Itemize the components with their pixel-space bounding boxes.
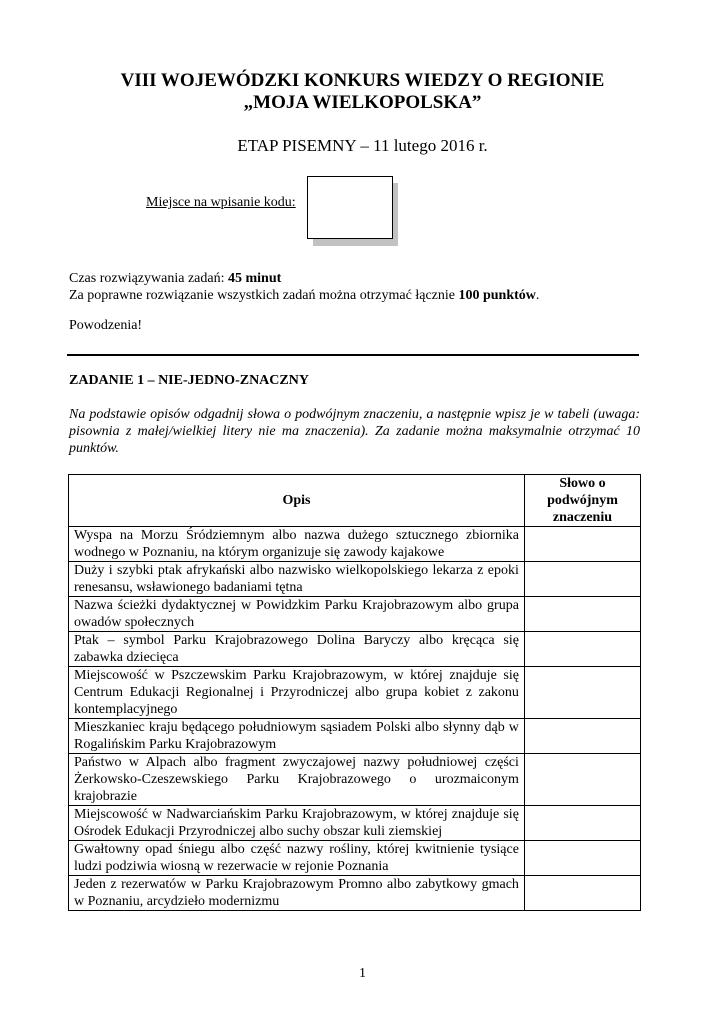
page-number: 1	[359, 966, 366, 981]
table-row	[69, 841, 641, 876]
answer-cell[interactable]	[524, 667, 640, 719]
row-description: Miejscowość w Nadwarciańskim Parku Krajobrazowym, w której znajduje się Ośrodek Edukacji Przyrodniczej albo suchy obszar kuli ziemskiej	[69, 806, 525, 841]
answer-cell[interactable]	[524, 527, 640, 562]
good-luck-text: Powodzenia!	[69, 318, 143, 333]
divider	[67, 354, 639, 356]
table-row	[69, 632, 641, 667]
table-row	[69, 562, 641, 597]
row-description: Jeden z rezerwatów w Parku Krajobrazowym Promno albo zabytkowy gmach w Poznaniu, arcydzieło modernizmu	[69, 876, 525, 911]
row-description: Wyspa na Morzu Śródziemnym albo nazwa dużego sztucznego zbiornika wodnego w Poznaniu, na którym organizuje się zawody kajakowe	[69, 527, 525, 562]
points-info	[69, 287, 539, 304]
row-description: Państwo w Alpach albo fragment zwyczajowej nazwy południowej części Żerkowsko-Czeszewskiego Parku Krajobrazowego o urozmaiconym krajobrazie	[69, 754, 525, 806]
row-description: Mieszkaniec kraju będącego południowym sąsiadem Polski albo słynny dąb w Rogalińskim Parku Krajobrazowym	[69, 719, 525, 754]
title-line-2: „MOJA WIELKOPOLSKA”	[243, 92, 482, 113]
table-row	[69, 806, 641, 841]
answer-cell[interactable]	[524, 562, 640, 597]
answer-cell[interactable]	[524, 806, 640, 841]
code-entry-field[interactable]	[307, 176, 393, 239]
table-row	[69, 754, 641, 806]
time-value: 45 minut	[227, 271, 282, 286]
table-row	[69, 667, 641, 719]
header-word: Słowo o podwójnym znaczeniu	[524, 475, 640, 527]
row-description: Nazwa ścieżki dydaktycznej w Powidzkim Parku Krajobrazowym albo grupa owadów społecznych	[69, 597, 525, 632]
table-row	[69, 876, 641, 911]
table-row	[69, 719, 641, 754]
task-title: ZADANIE 1 – NIE-JEDNO-ZNACZNY	[69, 373, 309, 388]
table-row	[69, 527, 641, 562]
row-description: Ptak – symbol Parku Krajobrazowego Dolina Baryczy albo kręcąca się zabawka dziecięca	[69, 632, 525, 667]
answer-cell[interactable]	[524, 632, 640, 667]
points-suffix: .	[535, 288, 540, 303]
answer-cell[interactable]	[524, 597, 640, 632]
time-info	[69, 270, 281, 287]
stage-line: ETAP PISEMNY – 11 lutego 2016 r.	[237, 136, 488, 155]
points-label: Za poprawne rozwiązanie wszystkich zadań można otrzymać łącznie	[69, 288, 459, 303]
row-description: Duży i szybki ptak afrykański albo nazwisko wielkopolskiego lekarza z epoki renesansu, wsławionego badaniami tętna	[69, 562, 525, 597]
answer-cell[interactable]	[524, 841, 640, 876]
answer-cell[interactable]	[524, 754, 640, 806]
answer-table	[68, 474, 641, 911]
row-description: Gwałtowny opad śniegu albo część nazwy rośliny, której kwitnienie tysiące ludzi podziwia wiosną w rezerwacie w rejonie Poznania	[69, 841, 525, 876]
time-label: Czas rozwiązywania zadań:	[69, 271, 228, 286]
task-instruction: Na podstawie opisów odgadnij słowa o podwójnym znaczeniu, a następnie wpisz je w tabeli (uwaga: pisownia z małej/wielkiej litery nie ma znaczenia). Za zadanie można maksymalnie otrzymać 10 punktów.	[69, 407, 640, 456]
page-title	[0, 70, 725, 114]
table-header-row	[69, 475, 641, 527]
row-description: Miejscowość w Pszczewskim Parku Krajobrazowym, w której znajduje się Centrum Edukacji Regionalnej i Przyrodniczej albo grupa kobiet z zakonu kontemplacyjnego	[69, 667, 525, 719]
answer-cell[interactable]	[524, 719, 640, 754]
code-box[interactable]	[307, 176, 393, 239]
title-line-1: VIII WOJEWÓDZKI KONKURS WIEDZY O REGIONIE	[120, 70, 605, 91]
answer-cell[interactable]	[524, 876, 640, 911]
points-value: 100 punktów	[458, 288, 536, 303]
code-label: Miejsce na wpisanie kodu:	[146, 195, 296, 210]
header-description: Opis	[69, 475, 525, 527]
table-row	[69, 597, 641, 632]
